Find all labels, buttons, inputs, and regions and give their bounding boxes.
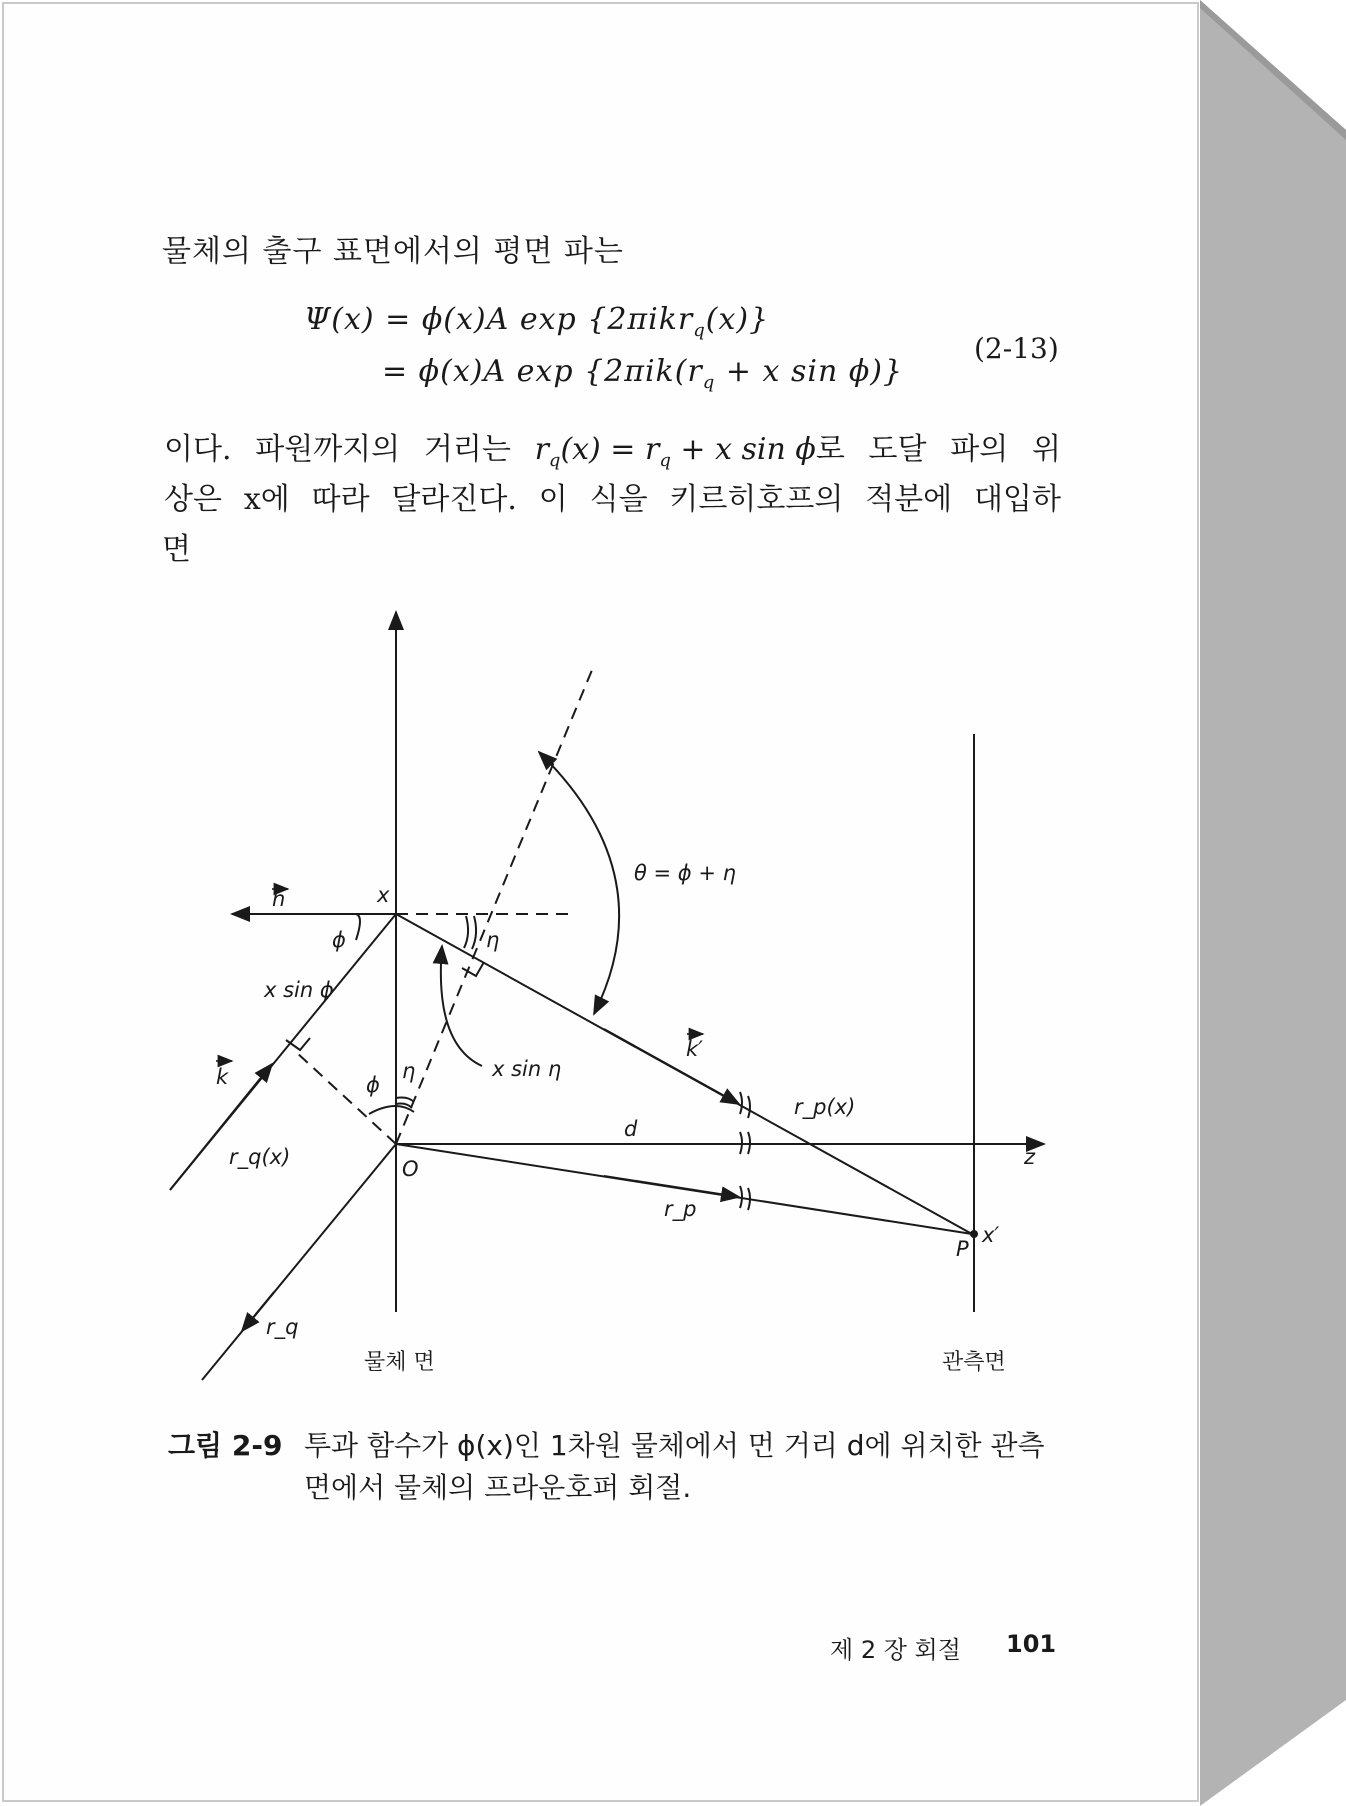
label-k-prime: k′ xyxy=(686,1037,703,1061)
footer-chapter: 제 2 장 회절 xyxy=(830,1636,961,1664)
paragraph-line-3: 면 xyxy=(162,532,192,567)
label-rq: r_q xyxy=(266,1315,299,1339)
label-x-prime: x′ xyxy=(982,1223,1000,1247)
equation-line-2: = ϕ(x)A $\exp \{2\pi ik(r_q + x$ sin ϕ)} xyxy=(382,354,904,393)
label-z: z xyxy=(1024,1145,1036,1169)
label-rp-x: r_p(x) xyxy=(794,1095,856,1119)
caption-line-2: 면에서 물체의 프라운호퍼 회절. xyxy=(304,1471,692,1504)
label-P: P xyxy=(956,1237,969,1261)
equation-line-1: Ψ(x) = ϕ(x)A exp {2πikr$_q$(x)} xyxy=(304,302,770,341)
label-object-plane: 물체 면 xyxy=(364,1350,435,1375)
label-d: d xyxy=(624,1117,638,1141)
caption-line-1: 투과 함수가 ϕ(x)인 1차원 물체에서 먼 거리 d에 위치한 관측 xyxy=(304,1429,1045,1462)
label-x-sin-eta: x sin η xyxy=(492,1057,562,1081)
eta-arc-top xyxy=(472,916,476,949)
rp-arrow xyxy=(604,1176,739,1197)
label-n-vector: n xyxy=(272,887,286,911)
phi-arc-top xyxy=(356,914,360,940)
label-rq-x: r_q(x) xyxy=(229,1145,291,1169)
label-x-sin-phi: x sin ϕ xyxy=(264,978,334,1002)
x-sin-eta-arc xyxy=(441,946,482,1066)
point-P xyxy=(970,1230,978,1238)
incoming-ray-bottom xyxy=(202,1144,396,1380)
label-k-vector: k xyxy=(216,1065,229,1089)
paragraph-line-1: 이다. 파원까지의 거리는 $r_q(x) = r_q + x$ sin ϕ로 도달 파의 위 xyxy=(164,432,1061,471)
equation-number: (2-13) xyxy=(974,332,1059,365)
label-x-top: x xyxy=(377,883,390,907)
k-prime-arrow xyxy=(604,1029,739,1104)
phi-arc-bottom xyxy=(369,1106,414,1114)
eta-arc-top-2 xyxy=(464,916,468,948)
label-eta-top: η xyxy=(486,928,500,952)
break-mark-1 xyxy=(740,1092,750,1118)
paragraph-line-2: 상은 x에 따라 달라진다. 이 식을 키르히호프의 적분에 대입하 xyxy=(164,482,1061,517)
footer-page-number: 101 xyxy=(1006,1630,1057,1658)
diffraction-diagram xyxy=(4,4,1201,1804)
label-rp: r_p xyxy=(664,1197,697,1221)
book-page xyxy=(2,2,1199,1802)
label-O: O xyxy=(402,1157,419,1181)
label-phi-top: ϕ xyxy=(332,928,346,952)
intro-line: 물체의 출구 표면에서의 평면 파는 xyxy=(162,234,624,269)
label-theta: θ = ϕ + η xyxy=(634,861,736,885)
book-edge xyxy=(1200,0,1346,1806)
label-phi-mid: ϕ xyxy=(366,1073,380,1097)
dashed-foot xyxy=(296,1052,396,1144)
label-eta-mid: η xyxy=(402,1059,416,1083)
caption-label: 그림 2-9 xyxy=(168,1429,283,1462)
label-observation-plane: 관측면 xyxy=(942,1350,1006,1375)
theta-arc xyxy=(539,752,619,1014)
